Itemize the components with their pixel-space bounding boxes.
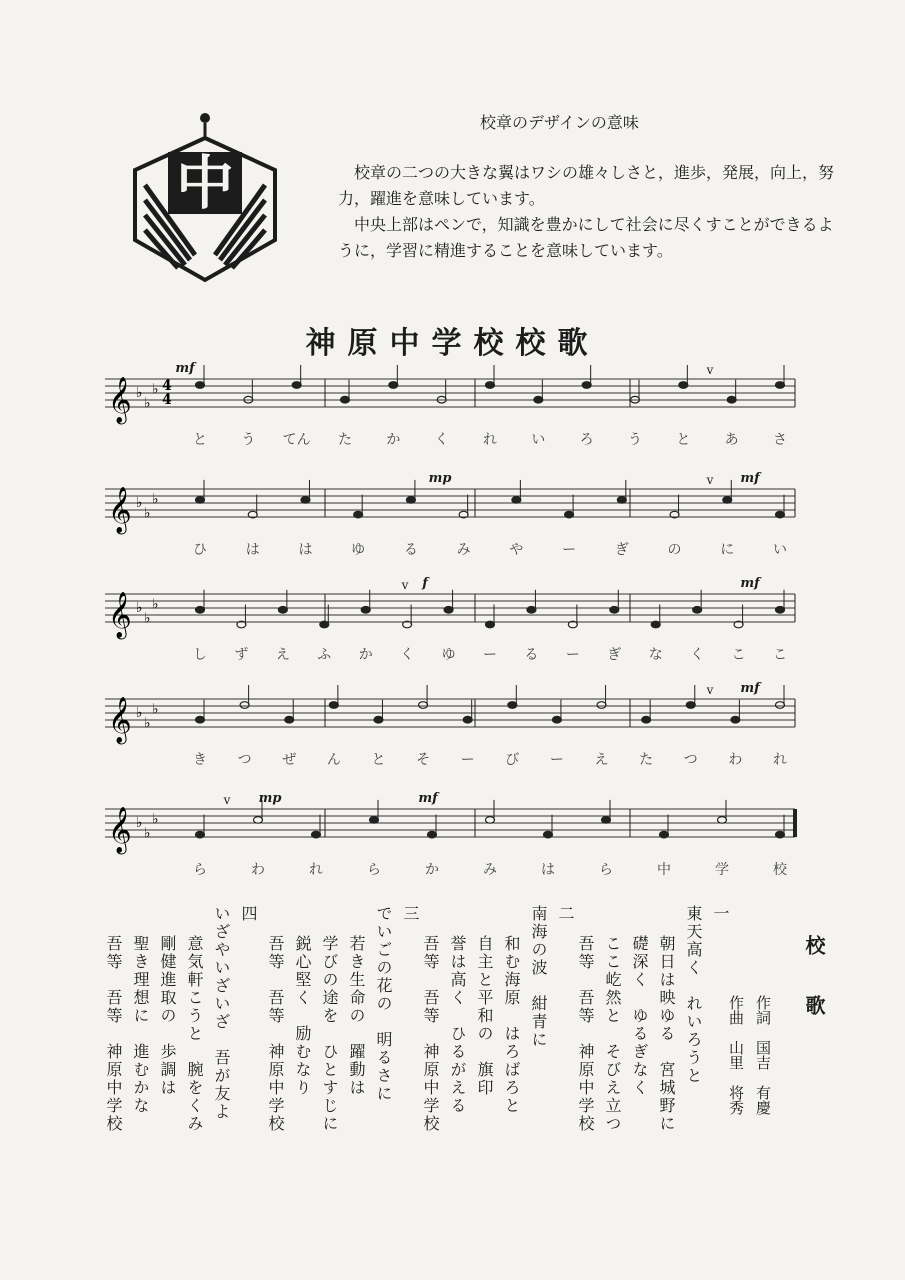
dynamic-marking: mf xyxy=(740,576,760,591)
verse-number: 四 xyxy=(239,905,258,923)
flat-sign: ♭ xyxy=(152,596,159,613)
dynamic-marking: mp xyxy=(258,791,282,806)
note-head xyxy=(776,607,785,614)
treble-clef: 𝄞 xyxy=(108,697,132,743)
note-head xyxy=(686,702,695,709)
lyric-syllable: てん xyxy=(282,432,311,448)
design-paragraph: 校章の二つの大きな翼はワシの雄々しさと，進歩，発展，向上，努力，躍進を意味しています。 xyxy=(338,163,835,208)
note-head xyxy=(651,621,660,628)
note-head xyxy=(320,621,329,628)
design-heading: 校章のデザインの意味 xyxy=(480,113,639,132)
verse-line: 鋭心堅く 励むなり xyxy=(293,935,312,1097)
verse-line: 吾等 吾等 神原中学校 xyxy=(266,935,285,1133)
flat-sign: ♭ xyxy=(152,701,159,718)
flat-sign: ♭ xyxy=(144,505,151,522)
lyric-syllable: ゆ xyxy=(351,542,366,558)
lyric-syllable: の xyxy=(667,542,682,558)
lyric-syllable: さ xyxy=(773,432,787,448)
lyric-syllable: く xyxy=(690,647,705,663)
verse-line: 朝日は映ゆる 宮城野に xyxy=(657,935,676,1133)
lyric-syllable: ぎ xyxy=(614,542,629,558)
note-head xyxy=(278,607,287,614)
note-head xyxy=(776,702,785,709)
verse xyxy=(262,905,424,1133)
staff xyxy=(100,795,800,855)
score-line xyxy=(100,471,800,585)
lyric-syllable: い xyxy=(531,432,546,448)
flat-sign: ♭ xyxy=(152,811,159,828)
staff xyxy=(100,580,800,640)
verse-line: 自主と平和の 旗印 xyxy=(475,935,494,1097)
lyric-syllable: ろ xyxy=(579,432,594,448)
lyric-syllable: ら xyxy=(193,862,207,878)
lyric-syllable: ー xyxy=(483,647,497,663)
verse-line: 東天高く れいろうと xyxy=(684,905,703,1085)
verse-line: 聖き理想に 進むかな xyxy=(131,935,150,1115)
lyric-syllable: あ xyxy=(724,432,739,448)
treble-clef: 𝄞 xyxy=(108,807,132,853)
lyric-syllable: は xyxy=(541,862,555,878)
note-head xyxy=(565,511,574,518)
note-head xyxy=(419,702,428,709)
verse xyxy=(417,905,579,1133)
song-title: 神原中学校校歌 xyxy=(305,326,600,361)
note-head xyxy=(617,497,626,504)
breath-mark: v xyxy=(223,793,231,807)
lyric-syllable: う xyxy=(628,432,642,448)
lyric-syllable: え xyxy=(594,752,609,768)
verse-number: 三 xyxy=(401,905,420,923)
verse-line: 誉は高く ひるがえる xyxy=(448,935,467,1115)
verse xyxy=(572,905,734,1133)
dynamic-marking: f xyxy=(422,576,428,591)
lyric-syllable: ぎ xyxy=(607,647,622,663)
lyric-syllable: ら xyxy=(599,862,613,878)
note-head xyxy=(254,817,263,824)
lyrics-title: 校歌 xyxy=(802,935,826,1055)
breath-mark: v xyxy=(706,363,714,377)
note-head xyxy=(370,817,379,824)
note-head xyxy=(361,607,370,614)
flat-sign: ♭ xyxy=(144,825,151,842)
verse-line: 意気軒こうと 腕をくみ xyxy=(185,935,204,1133)
note-head xyxy=(602,817,611,824)
lyric-syllable: つ xyxy=(237,752,252,768)
note-head xyxy=(444,607,453,614)
lyric-syllable: 学 xyxy=(715,862,729,878)
breath-mark: v xyxy=(706,473,714,487)
flat-sign: ♭ xyxy=(144,395,151,412)
composer-credit: 作曲 山里 将秀 xyxy=(727,995,745,1115)
lyric-syllable: れ xyxy=(483,432,497,448)
flat-sign: ♭ xyxy=(144,610,151,627)
lyric-syllable: れ xyxy=(773,752,787,768)
lyric-syllable: ー xyxy=(549,752,564,768)
verse-line: 学びの途を ひとすじに xyxy=(320,935,339,1133)
lyric-syllable: つ xyxy=(683,752,698,768)
staff xyxy=(100,685,800,745)
verse-line: 剛健進取の 歩調は xyxy=(158,935,177,1097)
lyric-syllable: と xyxy=(193,432,207,448)
lyric-syllable: 校 xyxy=(773,862,787,878)
lyric-syllable: き xyxy=(193,752,207,768)
note-head xyxy=(292,382,301,389)
note-head xyxy=(406,497,415,504)
note-head xyxy=(428,831,437,838)
flat-sign: ♭ xyxy=(152,381,159,398)
lyric-syllable: ぜ xyxy=(282,752,297,768)
verse-line: 南海の波 紺青に xyxy=(529,905,548,1049)
verse-line: 若き生命の 躍動は xyxy=(347,935,366,1097)
lyric-syllable: や xyxy=(509,542,524,558)
note-head xyxy=(723,497,732,504)
staff xyxy=(100,365,800,425)
note-head xyxy=(660,831,669,838)
note-head xyxy=(486,621,495,628)
note-head xyxy=(552,716,561,723)
note-head xyxy=(534,396,543,403)
note-head xyxy=(544,831,553,838)
lyric-syllable: し xyxy=(193,647,207,663)
lyric-syllable: ふ xyxy=(317,647,332,663)
verse-line: でいごの花の 明るさに xyxy=(374,905,393,1103)
lyric-syllable: る xyxy=(403,542,418,558)
note-head xyxy=(610,607,619,614)
lyric-syllable: こ xyxy=(773,647,787,663)
lyric-syllable: と xyxy=(371,752,386,768)
flat-sign: ♭ xyxy=(136,705,143,721)
lyric-syllable: は xyxy=(298,542,313,558)
lyric-syllable: ず xyxy=(234,647,249,663)
flat-sign: ♭ xyxy=(136,495,143,511)
score-line xyxy=(100,361,800,475)
flat-sign: ♭ xyxy=(152,491,159,508)
note-head xyxy=(679,382,688,389)
lyric-syllable: に xyxy=(720,542,735,558)
flat-sign: ♭ xyxy=(136,815,143,831)
lyric-syllable: び xyxy=(505,752,520,768)
note-head xyxy=(374,716,383,723)
lyric-syllable: く xyxy=(434,432,449,448)
lyric-syllable: う xyxy=(241,432,256,448)
verse-line: 吾等 吾等 神原中学校 xyxy=(421,935,440,1133)
note-head xyxy=(486,382,495,389)
note-head xyxy=(508,702,517,709)
lyric-syllable: ー xyxy=(460,752,475,768)
lyricist-credit: 作詞 国吉 有慶 xyxy=(754,995,772,1115)
note-head xyxy=(582,382,591,389)
note-head xyxy=(727,396,736,403)
note-head xyxy=(389,382,398,389)
verse-number: 一 xyxy=(711,905,730,923)
lyric-syllable: ん xyxy=(326,752,341,768)
time-signature: 4 xyxy=(162,378,172,395)
verse-line: ここ屹然と そびえ立つ xyxy=(603,935,622,1133)
emblem-character: 中 xyxy=(175,149,235,217)
lyric-syllable: く xyxy=(400,647,415,663)
school-emblem xyxy=(130,110,280,285)
note-head xyxy=(341,396,350,403)
lyric-syllable: え xyxy=(275,647,290,663)
note-head xyxy=(776,831,785,838)
treble-clef: 𝄞 xyxy=(108,487,132,533)
breath-mark: v xyxy=(401,578,409,592)
note-head xyxy=(693,607,702,614)
lyric-syllable: か xyxy=(425,862,439,878)
flat-sign: ♭ xyxy=(144,715,151,732)
lyric-syllable: た xyxy=(338,432,352,448)
verse-line: いざやいざいざ 吾が友よ xyxy=(212,905,231,1121)
note-head xyxy=(527,607,536,614)
lyric-syllable: そ xyxy=(416,752,431,768)
design-body xyxy=(338,160,838,264)
lyric-syllable: か xyxy=(386,432,401,448)
note-head xyxy=(301,497,310,504)
verse-number: 二 xyxy=(556,905,575,923)
lyric-syllable: れ xyxy=(309,862,323,878)
note-head xyxy=(196,831,205,838)
verse-line: 吾等 吾等 神原中学校 xyxy=(104,935,123,1133)
lyric-syllable: は xyxy=(245,542,260,558)
lyric-syllable: ひ xyxy=(193,542,207,558)
treble-clef: 𝄞 xyxy=(108,377,132,423)
lyric-syllable: ゆ xyxy=(441,647,456,663)
design-paragraph: 中央上部はペンで，知識を豊かにして社会に尽くすことができるように，学習に精進することを意味しています。 xyxy=(338,215,834,260)
verse-line: 吾等 吾等 神原中学校 xyxy=(576,935,595,1133)
note-head xyxy=(240,702,249,709)
lyric-syllable: な xyxy=(648,647,663,663)
treble-clef: 𝄞 xyxy=(108,592,132,638)
time-signature: 4 xyxy=(162,392,172,409)
note-head xyxy=(196,382,205,389)
lyric-syllable: い xyxy=(773,542,787,558)
note-head xyxy=(196,716,205,723)
note-head xyxy=(196,497,205,504)
note-head xyxy=(776,511,785,518)
lyric-syllable: る xyxy=(524,647,539,663)
lyric-syllable: み xyxy=(456,542,471,558)
lyric-syllable: わ xyxy=(251,862,265,878)
lyric-syllable: 中 xyxy=(657,862,671,878)
note-head xyxy=(718,817,727,824)
note-head xyxy=(196,607,205,614)
lyric-syllable: と xyxy=(676,432,691,448)
lyric-syllable: こ xyxy=(731,647,746,663)
note-head xyxy=(329,702,338,709)
note-head xyxy=(285,716,294,723)
note-head xyxy=(642,716,651,723)
lyric-syllable: ー xyxy=(562,542,577,558)
note-head xyxy=(512,497,521,504)
note-head xyxy=(776,382,785,389)
lyric-syllable: ら xyxy=(367,862,381,878)
lyric-syllable: ー xyxy=(565,647,580,663)
note-head xyxy=(486,817,495,824)
verse-line: 礎深く ゆるぎなく xyxy=(630,935,649,1097)
dynamic-marking: mf xyxy=(418,791,438,806)
verse-line: 和む海原 はろばろと xyxy=(502,935,521,1115)
note-head xyxy=(731,716,740,723)
lyric-syllable: か xyxy=(358,647,373,663)
note-head xyxy=(463,716,472,723)
lyric-syllable: み xyxy=(483,862,497,878)
verse xyxy=(100,905,262,1133)
dynamic-marking: mf xyxy=(740,471,760,486)
score-line xyxy=(100,576,800,690)
note-head xyxy=(354,511,363,518)
flat-sign: ♭ xyxy=(136,600,143,616)
flat-sign: ♭ xyxy=(136,385,143,401)
breath-mark: v xyxy=(706,683,714,697)
note-head xyxy=(597,702,606,709)
dynamic-marking: mf xyxy=(175,361,195,376)
score-line xyxy=(100,681,800,795)
lyric-syllable: た xyxy=(639,752,654,768)
dynamic-marking: mp xyxy=(428,471,452,486)
dynamic-marking: mf xyxy=(740,681,760,696)
lyric-syllable: わ xyxy=(728,752,743,768)
note-head xyxy=(312,831,321,838)
